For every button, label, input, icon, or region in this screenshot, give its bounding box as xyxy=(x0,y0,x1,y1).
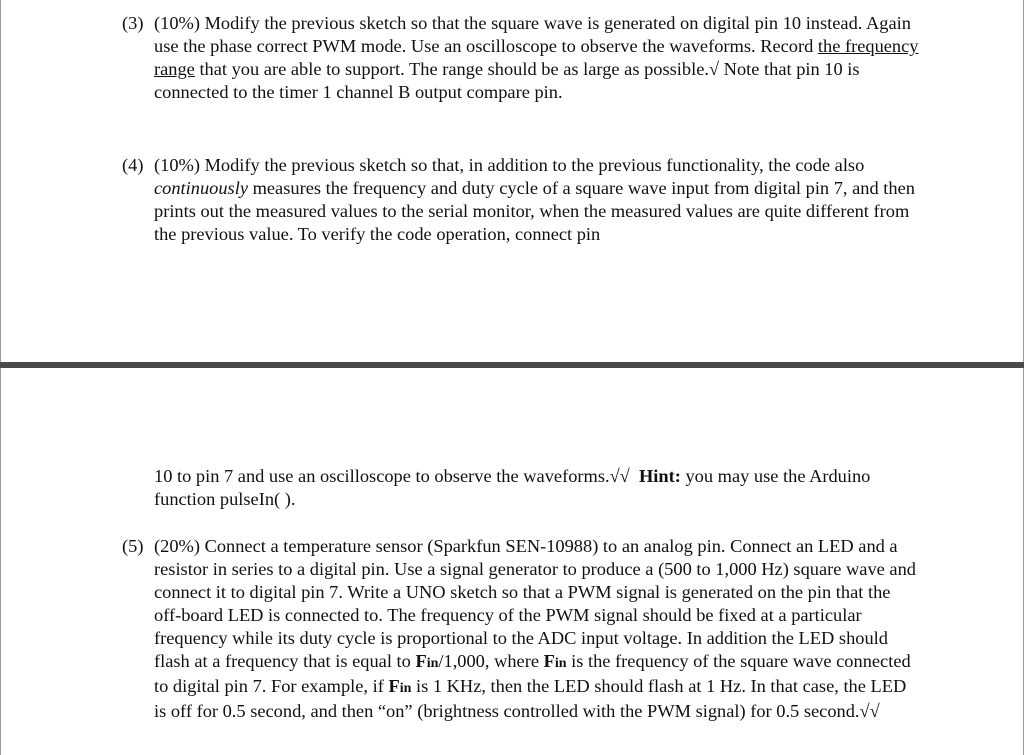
question-text: Note that pin 10 is connected to the timer 1 channel B output compare pin. xyxy=(154,59,860,102)
question-text: /1,000, where xyxy=(438,651,544,671)
question-item-5 xyxy=(122,535,922,723)
question-weight: (10%) xyxy=(154,13,200,33)
frequency-subscript: in xyxy=(426,656,439,671)
hint-label: Hint: xyxy=(638,466,681,486)
question-body xyxy=(154,154,922,246)
question-text: Modify the previous sketch so that, in addition to the previous functionality, the code also xyxy=(199,155,865,175)
question-number: (3) xyxy=(122,13,144,33)
question-body xyxy=(154,12,922,104)
question-text: is the frequency of the square wave connected to digital pin 7. For example, if xyxy=(154,651,911,696)
frequency-symbol: F xyxy=(388,676,400,696)
frequency-symbol: F xyxy=(543,651,555,671)
italic-word: continuously xyxy=(154,178,248,198)
question-number: (5) xyxy=(122,536,144,556)
question-text: Connect a temperature sensor (Sparkfun SEN-10988) to an analog pin. Connect an LED and a resistor in series to a digital pin. Use a signal generator to produce a (500 to 1,000 Hz) square wave and connect it to digital pin 7. Write a UNO sketch so that a PWM signal is generated on the pin that the off-board LED is connected to. The frequency of the PWM signal should be fixed at a particular frequency while its duty cycle is proportional to the ADC input voltage. In addition the LED should flash at a frequency that is equal to xyxy=(154,536,916,671)
question-number: (4) xyxy=(122,155,144,175)
check-mark: √ xyxy=(708,59,720,79)
document-page-bottom xyxy=(0,368,1024,755)
question-item-4-continued xyxy=(154,465,914,511)
question-text: you may use the Arduino function pulseIn( ). xyxy=(154,466,871,509)
question-item-3 xyxy=(122,12,922,104)
check-mark: √√ xyxy=(609,466,630,486)
question-text: that you are able to support. The range should be as large as possible. xyxy=(194,59,709,79)
frequency-subscript: in xyxy=(399,681,412,696)
question-item-4 xyxy=(122,154,922,246)
check-mark: √√ xyxy=(859,701,880,721)
question-text: measures the frequency and duty cycle of a square wave input from digital pin 7, and then prints out the measured values to the serial monitor, when the measured values are quite different from the previous value. To verify the code operation, connect pin xyxy=(154,178,915,244)
question-weight: (20%) xyxy=(154,536,200,556)
question-body xyxy=(154,535,922,723)
question-text: is 1 KHz, then the LED should flash at 1 Hz. In that case, the LED is off for 0.5 second, and then “on” (brightness controlled with the PWM signal) for 0.5 second. xyxy=(154,676,907,721)
frequency-symbol: F xyxy=(415,651,427,671)
frequency-subscript: in xyxy=(554,656,567,671)
underlined-phrase: the frequency range xyxy=(154,36,919,79)
question-text: Modify the previous sketch so that the square wave is generated on digital pin 10 instead. Again use the phase correct PWM mode. Use an oscilloscope to observe the waveforms. Record xyxy=(154,13,911,56)
document-page-top xyxy=(0,0,1024,362)
question-weight: (10%) xyxy=(154,155,200,175)
question-text: 10 to pin 7 and use an oscilloscope to observe the waveforms. xyxy=(154,466,610,486)
